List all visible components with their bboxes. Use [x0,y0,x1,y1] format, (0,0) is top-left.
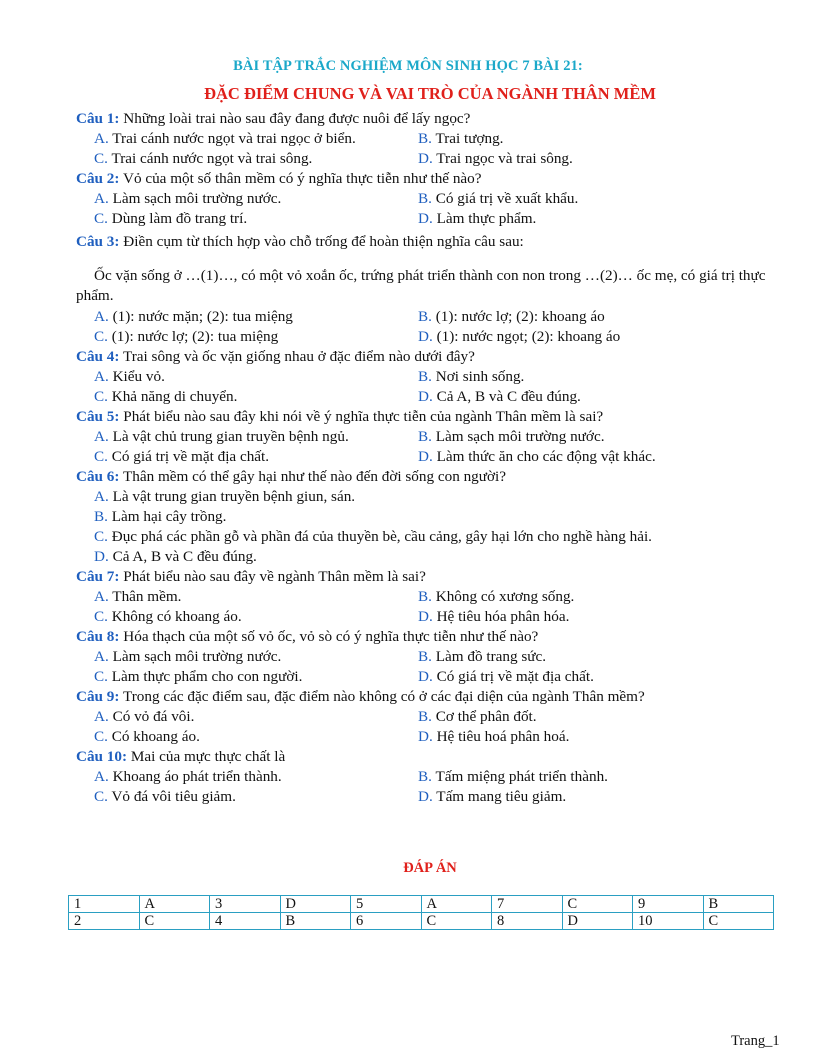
option-letter: C. [94,328,108,345]
option-a [94,587,418,607]
option-letter: B. [418,308,432,325]
option-letter: B. [418,708,432,725]
option-letter: C. [94,150,108,167]
option-c [94,149,418,169]
option-c [94,327,418,347]
option-b [418,767,742,787]
option-d [418,607,742,627]
answer-choice: A [139,896,210,913]
option-text: (1): nước lợ; (2): khoang áo [431,308,605,325]
option-letter: D. [418,388,433,405]
option-c [94,607,418,627]
option-text: Nơi sinh sống. [431,368,525,385]
answer-question-number: 8 [492,913,563,930]
answer-row [69,896,774,913]
answer-question-number: 6 [351,913,422,930]
option-text: Đục phá các phần gỗ và phần đá của thuyền bè, cầu cảng, gây hại lớn cho nghề hàng hải. [107,528,652,545]
option-d [418,327,742,347]
option-b [418,647,742,667]
option-c [94,727,418,747]
question-6 [76,467,791,567]
question-text: Vỏ của một số thân mềm có ý nghĩa thực tiễn như thế nào? [119,170,482,187]
question-number: Câu 1: [76,110,120,127]
question-text: Hóa thạch của một số vỏ ốc, vỏ sò có ý nghĩa thực tiễn như thế nào? [119,628,539,645]
option-text: Làm thực phẩm. [432,210,537,227]
answer-key-title: ĐÁP ÁN [403,860,457,876]
option-text: Làm sạch môi trường nước. [431,428,605,445]
option-text: Làm sạch môi trường nước. [108,648,282,665]
option-letter: D. [418,150,433,167]
question-number: Câu 10: [76,748,128,765]
option-text: Làm thức ăn cho các động vật khác. [432,448,656,465]
option-letter: A. [94,368,109,385]
option-text: Khoang áo phát triển thành. [108,768,282,785]
answer-question-number: 3 [210,896,281,913]
question-stem [76,347,791,367]
answer-choice: A [421,896,492,913]
option-letter: A. [94,130,109,147]
option-list [76,367,791,407]
option-letter: B. [418,648,432,665]
option-b [418,189,742,209]
question-stem [76,627,791,647]
option-list [76,767,791,807]
option-c [94,787,418,807]
option-a [94,307,418,327]
worksheet-subtitle: ĐẶC ĐIỂM CHUNG VÀ VAI TRÒ CỦA NGÀNH THÂN MỀM [204,84,656,103]
option-list [76,189,791,229]
question-text: Trai sông và ốc vặn giống nhau ở đặc điểm nào dưới đây? [119,348,475,365]
option-letter: C. [94,448,108,465]
option-text: Tấm mang tiêu giảm. [432,788,567,805]
option-text: Có giá trị về mặt địa chất. [107,448,270,465]
option-b [418,307,742,327]
option-letter: D. [418,728,433,745]
option-d [418,387,742,407]
question-stem [76,567,791,587]
option-b [418,367,742,387]
option-a [94,367,418,387]
option-list [76,427,791,467]
option-letter: C. [94,668,108,685]
answer-choice: D [280,896,351,913]
question-number: Câu 6: [76,468,120,485]
question-stem [76,109,791,129]
option-letter: D. [418,608,433,625]
option-b [418,587,742,607]
option-c [94,209,418,229]
question-text: Thân mềm có thể gây hại như thế nào đến đời sống con người? [119,468,507,485]
answer-choice: D [562,913,633,930]
option-letter: A. [94,428,109,445]
option-a [94,487,791,507]
answer-choice: C [421,913,492,930]
option-letter: A. [94,588,109,605]
option-text: Trai tượng. [431,130,504,147]
option-list [76,307,791,347]
option-c [94,667,418,687]
option-list [76,707,791,747]
option-letter: B. [418,368,432,385]
option-list [76,647,791,687]
option-b [418,129,742,149]
answer-choice: C [139,913,210,930]
question-stem [76,467,791,487]
answer-question-number: 9 [633,896,704,913]
option-letter: B. [418,190,432,207]
question-passage: Ốc vặn sống ở …(1)…, có một vỏ xoắn ốc, trứng phát triển thành con non trong …(2)… ốc mẹ, có giá trị thực phẩm. [76,267,766,304]
answer-choice: B [703,896,774,913]
question-3 [76,232,791,347]
answer-choice: C [562,896,633,913]
option-a [94,129,418,149]
option-text: Không có khoang áo. [107,608,242,625]
question-8 [76,627,791,687]
option-list [76,129,791,169]
option-text: Có giá trị về mặt địa chất. [432,668,594,685]
option-text: Làm hại cây trồng. [107,508,227,525]
option-text: Cơ thể phân đốt. [431,708,537,725]
option-b [418,427,742,447]
question-number: Câu 2: [76,170,120,187]
option-letter: D. [418,328,433,345]
option-d [418,787,742,807]
option-b [418,707,742,727]
question-number: Câu 8: [76,628,120,645]
option-text: Có giá trị về xuất khẩu. [431,190,579,207]
option-letter: D. [94,548,109,565]
option-a [94,189,418,209]
option-a [94,647,418,667]
question-number: Câu 3: [76,233,120,250]
question-number: Câu 5: [76,408,120,425]
option-text: Là vật chủ trung gian truyền bệnh ngủ. [108,428,349,445]
option-text: (1): nước lợ; (2): tua miệng [107,328,279,345]
option-d [418,149,742,169]
question-list [76,109,791,807]
option-letter: D. [418,788,433,805]
option-a [94,707,418,727]
option-d [94,547,791,567]
option-letter: B. [418,588,432,605]
option-text: Trai cánh nước ngọt và trai sông. [107,150,313,167]
option-text: Vỏ đá vôi tiêu giảm. [107,788,236,805]
question-4 [76,347,791,407]
option-b [94,507,791,527]
option-c [94,527,791,547]
question-text: Điền cụm từ thích hợp vào chỗ trống để hoàn thiện nghĩa câu sau: [119,233,524,250]
option-a [94,767,418,787]
option-text: Dùng làm đồ trang trí. [107,210,248,227]
option-letter: B. [418,428,432,445]
option-text: Thân mềm. [108,588,182,605]
question-text: Mai của mực thực chất là [127,748,286,765]
option-text: Hệ tiêu hóa phân hóa. [432,608,570,625]
option-letter: A. [94,488,109,505]
question-text: Trong các đặc điểm sau, đặc điểm nào không có ở các đại diện của ngành Thân mềm? [119,688,645,705]
option-text: Làm đồ trang sức. [431,648,547,665]
option-list [76,487,791,567]
option-text: Có vỏ đá vôi. [108,708,195,725]
option-letter: B. [418,768,432,785]
option-text: Trai ngọc và trai sông. [432,150,573,167]
answer-question-number: 7 [492,896,563,913]
option-letter: A. [94,308,109,325]
question-10 [76,747,791,807]
option-d [418,209,742,229]
question-number: Câu 9: [76,688,120,705]
answer-row [69,913,774,930]
answer-key-table [68,895,774,930]
answer-choice: B [280,913,351,930]
option-a [94,427,418,447]
answer-question-number: 2 [69,913,140,930]
question-text: Những loài trai nào sau đây đang được nuôi để lấy ngọc? [119,110,471,127]
option-text: Có khoang áo. [107,728,200,745]
option-text: Tấm miệng phát triển thành. [431,768,608,785]
question-text: Phát biểu nào sau đây khi nói về ý nghĩa thực tiễn của ngành Thân mềm là sai? [119,408,604,425]
option-text: Hệ tiêu hoá phân hoá. [432,728,570,745]
option-text: (1): nước mặn; (2): tua miệng [108,308,293,325]
option-letter: D. [418,668,433,685]
question-stem [76,407,791,427]
worksheet-title: BÀI TẬP TRẮC NGHIỆM MÔN SINH HỌC 7 BÀI 21: [233,58,583,74]
option-letter: C. [94,528,108,545]
option-letter: B. [418,130,432,147]
option-text: Trai cánh nước ngọt và trai ngọc ở biển. [108,130,356,147]
question-stem [76,169,791,189]
option-list [76,587,791,627]
option-text: Khả năng di chuyển. [107,388,238,405]
option-letter: C. [94,728,108,745]
answer-question-number: 5 [351,896,422,913]
option-letter: C. [94,210,108,227]
answer-question-number: 4 [210,913,281,930]
option-letter: A. [94,768,109,785]
option-d [418,667,742,687]
page-number: Trang_1 [731,1033,780,1049]
question-9 [76,687,791,747]
option-c [94,447,418,467]
option-letter: C. [94,388,108,405]
question-2 [76,169,791,229]
option-letter: B. [94,508,108,525]
option-letter: C. [94,608,108,625]
option-letter: A. [94,648,109,665]
option-letter: A. [94,708,109,725]
option-text: Cả A, B và C đều đúng. [432,388,581,405]
option-text: Làm sạch môi trường nước. [108,190,282,207]
option-c [94,387,418,407]
option-letter: C. [94,788,108,805]
question-text: Phát biểu nào sau đây về ngành Thân mềm là sai? [119,568,426,585]
option-d [418,727,742,747]
option-letter: A. [94,190,109,207]
question-number: Câu 7: [76,568,120,585]
question-5 [76,407,791,467]
answer-choice: C [703,913,774,930]
option-text: Là vật trung gian truyền bệnh giun, sán. [108,488,356,505]
option-text: Cả A, B và C đều đúng. [108,548,257,565]
question-stem [76,687,791,707]
option-text: Không có xương sống. [431,588,575,605]
question-stem [76,747,791,767]
question-number: Câu 4: [76,348,120,365]
answer-question-number: 1 [69,896,140,913]
question-stem [76,232,791,252]
question-1 [76,109,791,169]
option-letter: D. [418,210,433,227]
option-text: Làm thực phẩm cho con người. [107,668,303,685]
option-text: (1): nước ngọt; (2): khoang áo [432,328,621,345]
option-text: Kiểu vỏ. [108,368,165,385]
question-7 [76,567,791,627]
answer-question-number: 10 [633,913,704,930]
option-letter: D. [418,448,433,465]
option-d [418,447,742,467]
